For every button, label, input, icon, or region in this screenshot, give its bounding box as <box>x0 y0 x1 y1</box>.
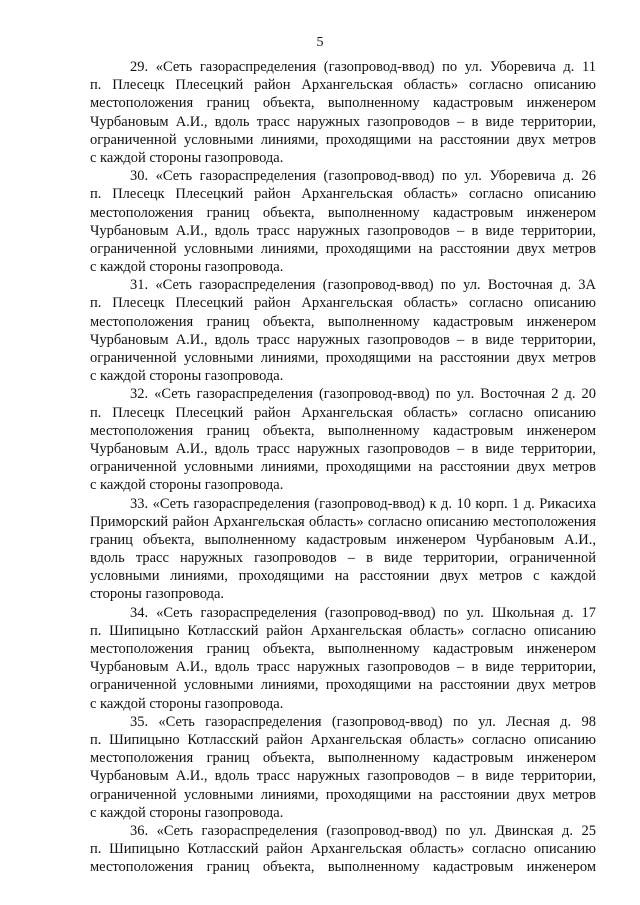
paragraph-line: с каждой стороны газопровода. <box>90 259 284 276</box>
paragraph-line: ограниченной условными линиями, проходящими на расстоянии двух метров <box>90 350 596 366</box>
paragraph-item-34 <box>90 604 596 713</box>
paragraph-line: ограниченной условными линиями, проходящими на расстоянии двух метров <box>90 240 596 257</box>
paragraph-heading-line: 36. «Сеть газораспределения (газопровод-ввод) по ул. Двинская д. 25 <box>130 822 596 839</box>
paragraph-heading-line: 30. «Сеть газораспределения (газопровод-ввод) по ул. Уборевича д. 26 <box>130 168 596 185</box>
paragraph-item-30 <box>90 167 596 276</box>
paragraph-heading-line: 32. «Сеть газораспределения (газопровод-ввод) по ул. Восточная 2 д. 20 <box>130 386 596 403</box>
paragraph-item-36 <box>90 822 596 877</box>
paragraph-line: с каждой стороны газопровода. <box>90 804 284 821</box>
paragraph-heading-line: 31. «Сеть газораспределения (газопровод-ввод) по ул. Восточная д. 3А <box>130 277 596 294</box>
paragraph-line: с каждой стороны газопровода. <box>90 477 284 494</box>
paragraph-line: с каждой стороны газопровода. <box>90 149 284 166</box>
paragraph-item-33 <box>90 495 596 604</box>
paragraph-line: границ объекта, выполненному кадастровым инженером Чурбановым А.И., <box>90 531 596 548</box>
paragraph-line: п. Шипицыно Котласский район Архангельская область» согласно описанию <box>90 841 596 858</box>
paragraph-line: п. Шипицыно Котласский район Архангельская область» согласно описанию <box>90 731 596 748</box>
paragraph-line: ограниченной условными линиями, проходящими на расстоянии двух метров <box>90 459 596 476</box>
paragraph-item-32 <box>90 385 596 494</box>
paragraph-line: Чурбановым А.И., вдоль трасс наружных газопроводов – в виде территории, <box>90 113 596 130</box>
paragraph-heading-line: 34. «Сеть газораспределения (газопровод-ввод) по ул. Школьная д. 17 <box>130 604 596 621</box>
paragraph-line: п. Шипицыно Котласский район Архангельская область» согласно описанию <box>90 622 596 639</box>
page-number: 5 <box>316 35 324 50</box>
paragraph-line: местоположения границ объекта, выполненному кадастровым инженером <box>90 422 596 439</box>
paragraph-item-29 <box>90 58 596 167</box>
paragraph-line: условными линиями, проходящими на расстоянии двух метров с каждой <box>90 568 596 585</box>
paragraph-line: ограниченной условными линиями, проходящими на расстоянии двух метров <box>90 677 596 694</box>
paragraph-line: п. Плесецк Плесецкий район Архангельская область» согласно описанию <box>90 404 596 421</box>
paragraph-line: местоположения границ объекта, выполненному кадастровым инженером <box>90 204 596 221</box>
paragraph-line: Приморский район Архангельская область» согласно описанию местоположения <box>90 513 596 530</box>
paragraph-heading-line: 33. «Сеть газораспределения (газопровод-ввод) к д. 10 корп. 1 д. Рикасиха <box>130 495 596 512</box>
paragraph-line: местоположения границ объекта, выполненному кадастровым инженером <box>90 750 596 767</box>
paragraph-heading-line: 29. «Сеть газораспределения (газопровод-ввод) по ул. Уборевича д. 11 <box>130 59 596 75</box>
paragraph-line: местоположения границ объекта, выполненному кадастровым инженером <box>90 313 596 330</box>
paragraph-line: стороны газопровода. <box>90 586 225 603</box>
paragraph-line: с каждой стороны газопровода. <box>90 695 284 712</box>
paragraph-line: ограниченной условными линиями, проходящими на расстоянии двух метров <box>90 786 596 803</box>
paragraph-heading-line: 35. «Сеть газораспределения (газопровод-ввод) по ул. Лесная д. 98 <box>130 713 596 730</box>
paragraph-item-31 <box>90 276 596 385</box>
paragraph-line: п. Плесецк Плесецкий район Архангельская область» согласно описанию <box>90 295 596 312</box>
paragraph-line: Чурбановым А.И., вдоль трасс наружных газопроводов – в виде территории, <box>90 659 596 676</box>
paragraph-line: Чурбановым А.И., вдоль трасс наружных газопроводов – в виде территории, <box>90 440 596 457</box>
paragraph-item-35 <box>90 713 596 822</box>
paragraph-line: вдоль трасс наружных газопроводов – в виде территории, ограниченной <box>90 550 596 567</box>
paragraph-line: Чурбановым А.И., вдоль трасс наружных газопроводов – в виде территории, <box>90 331 596 348</box>
paragraph-line: местоположения границ объекта, выполненному кадастровым инженером <box>90 641 596 657</box>
paragraph-line: Чурбановым А.И., вдоль трасс наружных газопроводов – в виде территории, <box>90 222 596 239</box>
paragraph-line: местоположения границ объекта, выполненному кадастровым инженером <box>90 95 596 112</box>
paragraph-line: ограниченной условными линиями, проходящими на расстоянии двух метров <box>90 131 596 148</box>
document-body <box>90 58 596 876</box>
paragraph-line: п. Плесецк Плесецкий район Архангельская область» согласно описанию <box>90 77 596 94</box>
paragraph-line: п. Плесецк Плесецкий район Архангельская область» согласно описанию <box>90 186 596 203</box>
paragraph-line: Чурбановым А.И., вдоль трасс наружных газопроводов – в виде территории, <box>90 768 596 785</box>
paragraph-line: с каждой стороны газопровода. <box>90 368 284 385</box>
paragraph-line: местоположения границ объекта, выполненному кадастровым инженером <box>90 859 596 876</box>
